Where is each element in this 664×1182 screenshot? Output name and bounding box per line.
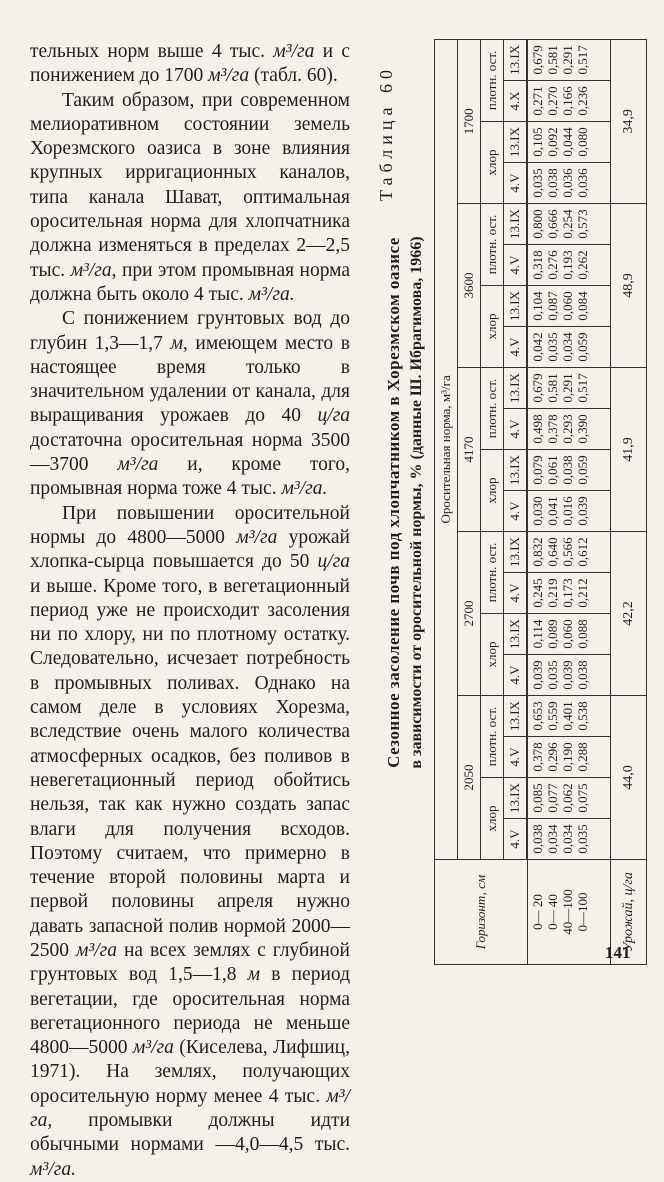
table-label: Таблица 60 (376, 65, 396, 201)
value: 0,193 (560, 250, 575, 280)
value: 0,035 (575, 824, 590, 854)
value: 0,087 (545, 291, 560, 321)
value: 0,080 (575, 127, 590, 157)
paragraph-3 (30, 307, 350, 501)
paragraph-2 (30, 89, 350, 308)
value: 0,039 (575, 496, 590, 526)
unit-text: м, (170, 332, 188, 354)
body-text (30, 40, 350, 1182)
value: 0,104 (530, 291, 545, 321)
date-header: 13.IX (504, 778, 527, 819)
value-cell (528, 327, 611, 368)
text-run: , при этом промывная норма должна быть около 4 тыс. (30, 259, 351, 305)
text-run: и с понижением до 1700 (30, 41, 351, 87)
value: 0,559 (545, 701, 560, 731)
value: 0,089 (545, 619, 560, 649)
value: 0,061 (545, 455, 560, 485)
paragraph-1 (30, 40, 350, 89)
norm-value: 1700 (458, 39, 481, 203)
value: 0,679 (530, 373, 545, 403)
unit-text: м³/га. (248, 283, 295, 305)
value: 0,085 (530, 783, 545, 813)
value-cell (528, 532, 611, 573)
value-cell (528, 81, 611, 122)
horizon-header: Горизонт, см (435, 860, 528, 965)
horizon-value: 40—100 (560, 889, 575, 935)
yield-value: 34,9 (611, 39, 647, 203)
value: 0,291 (560, 373, 575, 403)
date-header: 13.IX (504, 368, 527, 409)
value: 0,088 (575, 619, 590, 649)
value: 0,035 (530, 168, 545, 198)
norm-header: Оросительная норма, м³/га (435, 39, 458, 859)
unit-text: м³/га. (281, 478, 328, 500)
value: 0,378 (545, 414, 560, 444)
value: 0,041 (545, 496, 560, 526)
value: 0,288 (575, 742, 590, 772)
chlor-header: хлор (481, 286, 504, 368)
value-cell (528, 655, 611, 696)
salinity-table (434, 39, 647, 965)
text-run: При повышении оросительной нормы до 4800—5000 (30, 502, 350, 548)
horizon-cell (528, 860, 611, 965)
value: 0,666 (545, 209, 560, 239)
dense-header: плотн. ост. (481, 39, 504, 121)
value: 0,573 (575, 209, 590, 239)
value: 0,291 (560, 45, 575, 75)
value: 0,036 (560, 168, 575, 198)
value: 0,038 (545, 168, 560, 198)
dense-header: плотн. ост. (481, 368, 504, 450)
value: 0,114 (530, 619, 545, 649)
date-header: 4.V (504, 327, 527, 368)
unit-text: ц/га (317, 405, 350, 427)
text-run: Таким образом, при современном мелиоративном состоянии земель Хорезмского оазиса в зоне влияния крупных ирригационных каналов, типа канала Шават, оптимальная оросительная норма для хлопчатника должна изменяться в пределах 2—2,5 тыс. (30, 89, 350, 281)
chlor-header: хлор (481, 614, 504, 696)
value: 0,173 (560, 578, 575, 608)
value: 0,390 (575, 414, 590, 444)
header-row (435, 39, 458, 964)
value: 0,190 (560, 742, 575, 772)
value-cell (528, 245, 611, 286)
text-run: в период вегетации, где оросительная норма вегетационного периода не меньше 4800—5000 (30, 964, 351, 1059)
value: 0,293 (560, 414, 575, 444)
value-cell (528, 778, 611, 819)
value-cell (528, 819, 611, 860)
unit-text: ц/га (317, 551, 350, 573)
value: 0,800 (530, 209, 545, 239)
value: 0,060 (560, 291, 575, 321)
date-row (504, 39, 527, 964)
value: 0,105 (530, 127, 545, 157)
yield-label: Урожай, ц/га (611, 860, 647, 965)
date-header: 4.V (504, 491, 527, 532)
value: 0,276 (545, 250, 560, 280)
yield-value: 48,9 (611, 204, 647, 368)
value: 0,059 (575, 455, 590, 485)
value: 0,679 (530, 45, 545, 75)
value: 0,077 (545, 783, 560, 813)
date-header: 4.V (504, 163, 527, 204)
value-cell (528, 204, 611, 245)
value-cell (528, 122, 611, 163)
text-run: на всех землях с глубиной грунтовых вод 1,5—1,8 (30, 939, 350, 986)
date-header: 4.V (504, 655, 527, 696)
value: 0,079 (530, 455, 545, 485)
norm-value: 2700 (458, 532, 481, 696)
value: 0,212 (575, 578, 590, 608)
value: 0,653 (530, 701, 545, 731)
value: 0,254 (560, 209, 575, 239)
value: 0,517 (575, 373, 590, 403)
dense-header: плотн. ост. (481, 204, 504, 286)
date-header: 4.V (504, 819, 527, 860)
table-title: Сезонное засоление почв под хлопчатником в Хорезмском оазисе (384, 237, 403, 768)
value: 0,401 (560, 701, 575, 731)
value: 0,538 (575, 701, 590, 731)
value: 0,059 (575, 332, 590, 362)
norm-row (458, 39, 481, 964)
value: 0,060 (560, 619, 575, 649)
value: 0,038 (530, 824, 545, 854)
chlor-header: хлор (481, 450, 504, 532)
value: 0,566 (560, 537, 575, 567)
unit-text: м³/га (132, 1037, 174, 1059)
value: 0,044 (560, 127, 575, 157)
value-cell (528, 491, 611, 532)
text-run: С понижением грунтовых вод до глубин 1,3—1,7 (30, 308, 350, 354)
value: 0,034 (560, 824, 575, 854)
rotated-table-block (376, 40, 636, 965)
dense-header: плотн. ост. (481, 532, 504, 614)
unit-text: м³/га, (30, 1085, 350, 1132)
horizon-value: 0—100 (575, 892, 590, 932)
date-header: 13.IX (504, 204, 527, 245)
yield-value: 42,2 (611, 532, 647, 696)
text-run: (табл. 60). (249, 65, 338, 87)
text-run: (Киселева, Лифшиц, 1971). На землях, получающих оросительную норму менее 4 тыс. (30, 1037, 350, 1107)
value: 0,498 (530, 414, 545, 444)
value: 0,640 (545, 537, 560, 567)
date-header: 4.V (504, 573, 527, 614)
value: 0,245 (530, 578, 545, 608)
text-run: урожай хлопка-сырца повышается до 50 (30, 526, 350, 573)
unit-text: м³/га (236, 526, 278, 548)
value: 0,832 (530, 537, 545, 567)
value-cell (528, 696, 611, 737)
norm-value: 2050 (458, 696, 481, 860)
value: 0,378 (530, 742, 545, 772)
horizon-value: 0— 40 (545, 894, 560, 930)
value-cell (528, 163, 611, 204)
value: 0,039 (530, 660, 545, 690)
unit-text: м³/га (273, 41, 315, 62)
value: 0,016 (560, 496, 575, 526)
yield-row (611, 39, 647, 964)
value-cell (528, 614, 611, 655)
values-row (528, 39, 611, 964)
value-cell (528, 368, 611, 409)
value: 0,318 (530, 250, 545, 280)
text-run: тельных норм выше 4 тыс. (30, 41, 274, 62)
yield-value: 41,9 (611, 368, 647, 532)
unit-text: м³/га (70, 259, 112, 281)
yield-value: 44,0 (611, 696, 647, 860)
table-subtitle: в зависимости от оросительной нормы, % (данные Ш. Ибрагимова, 1966) (408, 236, 425, 769)
value: 0,038 (575, 660, 590, 690)
value: 0,581 (545, 45, 560, 75)
value: 0,612 (575, 537, 590, 567)
date-header: 4.V (504, 409, 527, 450)
value: 0,581 (545, 373, 560, 403)
value: 0,262 (575, 250, 590, 280)
date-header: 13.IX (504, 532, 527, 573)
value: 0,036 (575, 168, 590, 198)
unit-text: м³/га. (30, 1158, 76, 1180)
value: 0,042 (530, 332, 545, 362)
value: 0,092 (545, 127, 560, 157)
value: 0,296 (545, 742, 560, 772)
page-number: 141 (605, 943, 631, 962)
value-cell (528, 409, 611, 450)
unit-text: м³/га (208, 65, 250, 87)
dense-header: плотн. ост. (481, 696, 504, 778)
date-header: 4.V (504, 737, 527, 778)
text-run: и выше. Кроме того, в вегетационный период уже не происходит засоления ни по хлору, ни по плотному остатку. Следовательно, исчезает потребность в промывных поливах. Однако на самом деле в условиях Хорезма, вследствие очень малого количества атмосферных осадков, без поливов в невегетационный период обойтись нельзя, так как нужно создать запас влаги для получения всходов. Поэтому считаем, что примерно в течение второй половины марта и первой половины апреля нужно давать запасной полив нормой 2000—2500 (30, 575, 350, 961)
date-header: 13.IX (504, 122, 527, 163)
value: 0,270 (545, 86, 560, 116)
value: 0,219 (545, 578, 560, 608)
value: 0,034 (560, 332, 575, 362)
measure-row (481, 39, 504, 964)
value: 0,075 (575, 783, 590, 813)
horizon-value: 0— 20 (530, 894, 545, 930)
text-run: и, кроме того, промывная норма тоже 4 тыс. (30, 454, 351, 500)
value: 0,035 (545, 660, 560, 690)
text-run: достаточна оросительная норма 3500—3700 (30, 429, 350, 476)
value: 0,166 (560, 86, 575, 116)
text-run: имеющем место в настоящее время только в значительном удалении от канала, для выращивания урожаев до 40 (30, 332, 350, 427)
unit-text: м³/га (75, 939, 118, 961)
value-cell (528, 573, 611, 614)
chlor-header: хлор (481, 122, 504, 204)
date-header: 13.IX (504, 450, 527, 491)
unit-text: м (247, 964, 261, 986)
date-header: 13.IX (504, 696, 527, 737)
date-header: 13.IX (504, 39, 527, 80)
value: 0,062 (560, 783, 575, 813)
value: 0,039 (560, 660, 575, 690)
norm-value: 4170 (458, 368, 481, 532)
unit-text: м³/га (117, 454, 159, 476)
value: 0,034 (545, 824, 560, 854)
chlor-header: хлор (481, 778, 504, 860)
date-header: 13.IX (504, 286, 527, 327)
date-header: 4.X (504, 81, 527, 122)
value-cell (528, 450, 611, 491)
text-run: промывки должны идти обычными нормами —4,0—4,5 тыс. (30, 1110, 350, 1156)
value-cell (528, 286, 611, 327)
value: 0,084 (575, 291, 590, 321)
value-cell (528, 39, 611, 80)
value: 0,236 (575, 86, 590, 116)
value: 0,271 (530, 86, 545, 116)
date-header: 13.IX (504, 614, 527, 655)
value: 0,517 (575, 45, 590, 75)
value: 0,035 (545, 332, 560, 362)
date-header: 4.V (504, 245, 527, 286)
value-cell (528, 737, 611, 778)
norm-value: 3600 (458, 204, 481, 368)
paragraph-4 (30, 502, 350, 1182)
value: 0,038 (560, 455, 575, 485)
value: 0,030 (530, 496, 545, 526)
